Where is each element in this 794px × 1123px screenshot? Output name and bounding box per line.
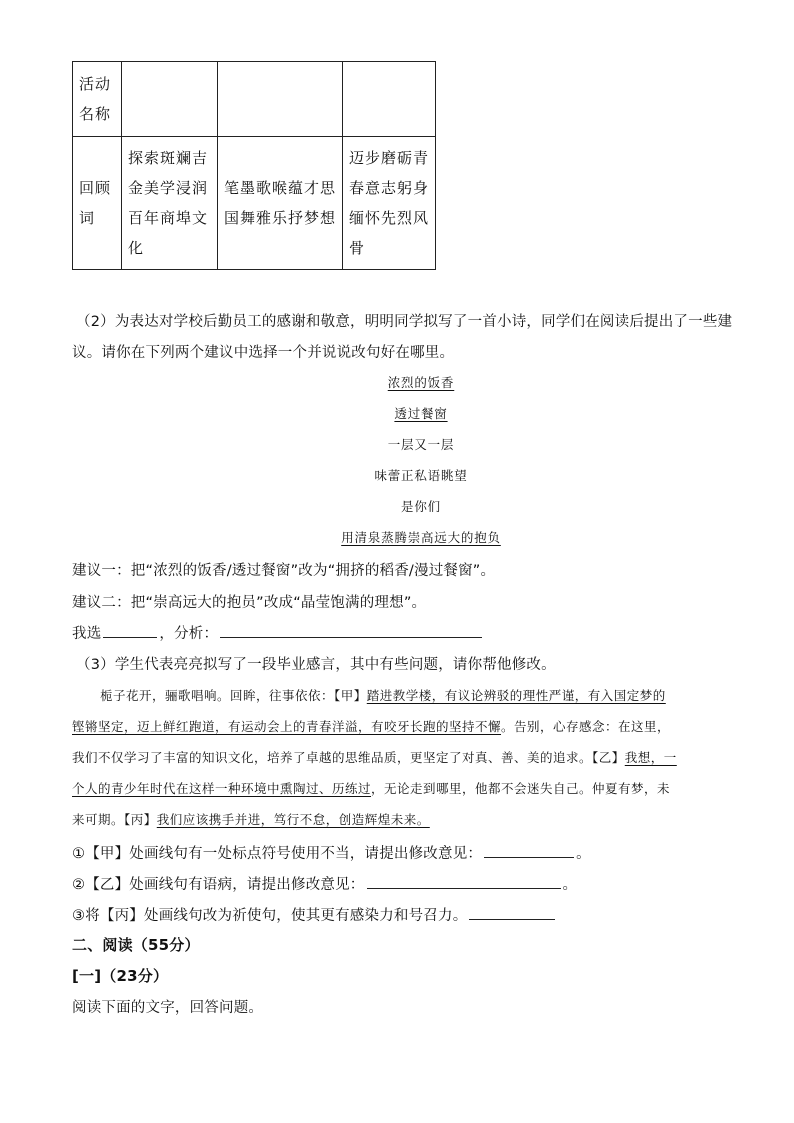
reading-instruction: 阅读下面的文字，回答问题。 (72, 1000, 264, 1016)
speech-line: 来可期。【丙】我们应该携手并进，笃行不怠，创造辉煌未来。 (72, 812, 430, 827)
speech-line: 铿锵坚定，迈上鲜红跑道，有运动会上的青春洋溢，有咬牙长跑的坚持不懈。告别，心存感念：在这里， (72, 719, 671, 734)
table-header-cell: 活动 名称 (73, 62, 122, 137)
poem-line: 是你们 (401, 499, 441, 514)
question-2-intro: （2）为表达对学校后勤员工的感谢和敬意，明明同学拟写了一首小诗，同学们在阅读后提出了一些建 (76, 314, 733, 330)
subsection-title: [一]（23分） (72, 967, 169, 985)
table-cell (343, 62, 436, 137)
table-cell: 迈步磨砺青 春意志躬身 缅怀先烈风 骨 (343, 137, 436, 270)
table-header-cell: 回顾 词 (73, 137, 122, 270)
item-2: ②【乙】处画线句有语病，请提出修改意见： 。 (72, 873, 577, 894)
poem-line: 一层又一层 (387, 437, 455, 452)
table-cell (122, 62, 218, 137)
item-2-blank[interactable] (367, 874, 561, 889)
table-cell: 笔墨歌喉蕴才思 国舞雅乐抒梦想 (218, 137, 343, 270)
item-1: ①【甲】处画线句有一处标点符号使用不当，请提出修改意见： 。 (72, 842, 591, 863)
table-cell (218, 62, 343, 137)
poem-line: 味蕾正私语眺望 (374, 468, 468, 483)
speech-line: 我们不仅学习了丰富的知识文化，培养了卓越的思维品质，更坚定了对真、善、美的追求。【乙】我想，一 (72, 750, 677, 765)
item-1-blank[interactable] (484, 843, 574, 858)
table-cell: 探索斑斓吉 金美学浸润 百年商埠文 化 (122, 137, 218, 270)
speech-line: 个人的青少年时代在这样一种环境中熏陶过、历练过，无论走到哪里，他都不会迷失自己。仲夏有梦，未 (72, 781, 671, 796)
speech-line: 栀子花开，骊歌唱响。回眸，往事依依：【甲】踏进教学楼，有议论辨驳的理性严谨，有入国定梦的 (100, 688, 666, 703)
poem-line: 透过餐窗 (394, 406, 448, 421)
section-title: 二、阅读（55分） (72, 936, 200, 954)
choice-blank[interactable] (103, 623, 157, 638)
table-row (73, 62, 436, 137)
activity-table (72, 61, 436, 270)
item-3-blank[interactable] (469, 905, 555, 920)
analysis-blank[interactable] (220, 623, 482, 638)
choice-line: 我选 ，分析： (72, 622, 484, 643)
item-3: ③将【丙】处画线句改为祈使句，使其更有感染力和号召力。 (72, 904, 557, 925)
question-3-intro: （3）学生代表亮亮拟写了一段毕业感言，其中有些问题，请你帮他修改。 (76, 657, 556, 673)
suggestion-1: 建议一：把“浓烈的饭香/透过餐窗”改为“拥挤的稻香/漫过餐窗”。 (72, 563, 496, 579)
poem-line: 用清泉蒸腾崇高远大的抱负 (341, 530, 501, 545)
poem-line: 浓烈的饭香 (387, 375, 455, 390)
question-2-intro-cont: 议。请你在下列两个建议中选择一个并说说改句好在哪里。 (72, 345, 455, 361)
table-row (73, 137, 436, 270)
suggestion-2: 建议二：把“崇高远大的抱员”改成“晶莹饱满的理想”。 (72, 595, 427, 611)
